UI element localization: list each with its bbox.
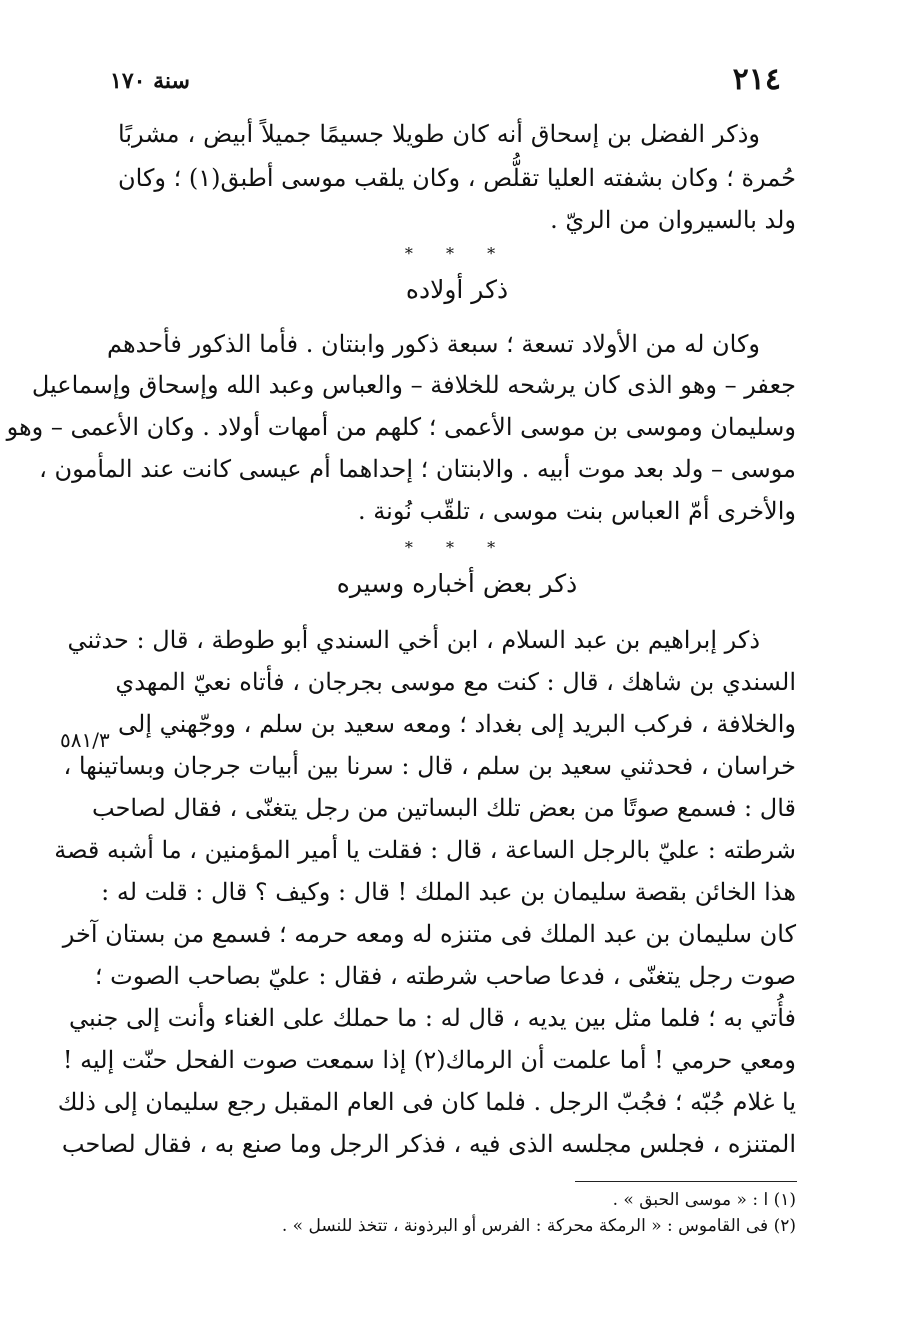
text-line: موسى – ولد بعد موت أبيه . والابنتان ؛ إحداهما أم عيسى كانت عند المأمون ،	[39, 455, 796, 483]
text-line: وكان له من الأولاد تسعة ؛ سبعة ذكور وابنتان . فأما الذكور فأحدهم	[107, 330, 760, 358]
text-line: فأُتي به ؛ فلما مثل بين يديه ، قال له : ما حملك على الغناء وأنت إلى جنبي	[69, 1004, 796, 1032]
running-header	[110, 62, 781, 102]
text-line: والأخرى أمّ العباس بنت موسى ، تلقّب نُونة .	[358, 497, 796, 525]
text-line: كان سليمان بن عبد الملك فى متنزه له ومعه حرمه ؛ فسمع من بستان آخر	[62, 920, 796, 948]
section-heading-reports: ذكر بعض أخباره وسيره	[336, 569, 578, 598]
text-line: هذا الخائن بقصة سليمان بن عبد الملك ! قال : وكيف ؟ قال : قلت له :	[101, 878, 796, 906]
year-label: سنة ١٧٠	[110, 68, 190, 94]
text-line: جعفر – وهو الذى كان يرشحه للخلافة – والعباس وعبد الله وإسحاق وإسماعيل	[31, 371, 796, 399]
text-line: ومعي حرمي ! أما علمت أن الرماك(٢) إذا سمعت صوت الفحل حنّت إليه !	[62, 1046, 796, 1074]
footnote: (٢) فى القاموس : « الرمكة محركة : الفرس أو البرذونة ، تتخذ للنسل » .	[281, 1216, 796, 1236]
text-line: قال : فسمع صوتًا من بعض تلك البساتين من رجل يتغنّى ، فقال لصاحب	[92, 794, 796, 822]
footnote: (١) ا : « موسى الحبق » .	[612, 1190, 796, 1210]
text-line: حُمرة ؛ وكان بشفته العليا تقلُّص ، وكان يلقب موسى أطبق(١) ؛ وكان	[118, 164, 796, 192]
text-line: وذكر الفضل بن إسحاق أنه كان طويلا جسيمًا جميلاً أبيض ، مشربًا	[118, 120, 760, 148]
margin-reference: ٥٨١/٣	[60, 728, 110, 752]
text-line: المتنزه ، فجلس مجلسه الذى فيه ، فذكر الرجل وما صنع به ، فقال لصاحب	[61, 1130, 796, 1158]
footnote-divider	[575, 1181, 797, 1182]
text-line: وسليمان وموسى بن موسى الأعمى ؛ كلهم من أمهات أولاد . وكان الأعمى – وهو	[6, 413, 796, 441]
section-heading-children: ذكر أولاده	[405, 275, 509, 304]
text-line: والخلافة ، فركب البريد إلى بغداد ؛ ومعه سعيد بن سلم ، ووجّهني إلى	[118, 710, 796, 738]
text-line: شرطته : عليّ بالرجل الساعة ، قال : فقلت يا أمير المؤمنين ، ما أشبه قصة	[54, 836, 796, 864]
text-line: خراسان ، فحدثني سعيد بن سلم ، قال : سرنا بين أبيات جرجان وبساتينها ،	[63, 752, 796, 780]
text-line: ذكر إبراهيم بن عبد السلام ، ابن أخي السندي أبو طوطة ، قال : حدثني	[67, 626, 760, 654]
text-line: ولد بالسيروان من الريّ .	[550, 206, 796, 234]
page-number: ٢١٤	[732, 62, 781, 97]
section-separator: * * *	[404, 538, 510, 557]
section-separator: * * *	[404, 244, 510, 263]
text-line: صوت رجل يتغنّى ، فدعا صاحب شرطته ، فقال : عليّ بصاحب الصوت ؛	[94, 962, 796, 990]
text-line: السندي بن شاهك ، قال : كنت مع موسى بجرجان ، فأتاه نعيّ المهدي	[115, 668, 796, 696]
text-line: يا غلام جُبّه ؛ فجُبّ الرجل . فلما كان فى العام المقبل رجع سليمان إلى ذلك	[57, 1088, 796, 1116]
